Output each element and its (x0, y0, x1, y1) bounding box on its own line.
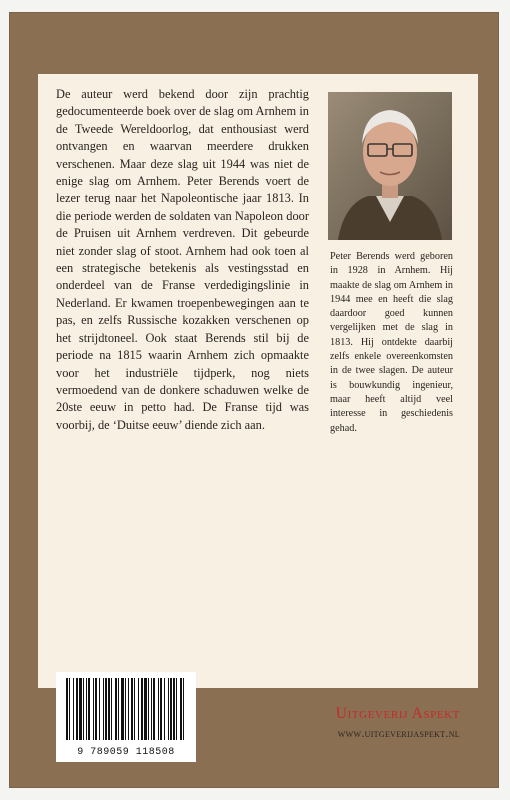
barcode-bar (128, 678, 129, 740)
isbn-number: 9 789059 118508 (77, 747, 175, 758)
barcode-bar (180, 678, 182, 740)
author-photo (328, 92, 452, 240)
barcode-bar (118, 678, 119, 740)
barcode-bar (170, 678, 172, 740)
publisher-name: Uitgeverij Aspekt (335, 705, 460, 722)
barcode-bar (105, 678, 107, 740)
barcode-bar (134, 678, 135, 740)
barcode-bar (66, 678, 68, 740)
author-bio: Peter Berends werd geboren in 1928 in Arnhem. Hij maakte de slag om Arnhem in 1944 mee en heeft die slag daardoor goed kunnen vergelijken met de slag in 1813. Hij ontdekte daarbij zelfs enkele overeenkomsten in de twee slagen. De auteur is bouwkundig ingenieur, maar heeft altijd veel interesse in geschiedenis gehad. (330, 251, 453, 434)
book-description: De auteur werd bekend door zijn prachtig gedocumenteerde boek over de slag om Arnhem in de Tweede Wereldoorlog, dat enthousiast werd ontvangen en waarvan meerdere drukken verschenen. Maar deze slag uit 1944 was niet de enige slag om Arnhem. Peter Berends voert de lezer terug naar het Napoleontische jaar 1813. In die periode werden de soldaten van Napoleon door de Pruisen uit Arnhem verdreven. Dit gebeurde niet zonder slag of stoot. Arnhem had ook toen al een strategische betekenis als vestingsstad en onderdeel van de Franse verdedigingslinie in Nederland. Er kwamen troepenbewegingen aan te pas, en zelfs Russische kozakken verschenen op het strijdtoneel. Ook staat Berends stil bij de periode na 1815 waarin Arnhem zich opmaakte voor het industriële tijdperk, nog niets vermoedend van de donkere schaduwen welke de 20ste eeuw in petto had. De Franse tijd was voorbij, de ‘Duitse eeuw’ diende zich aan. (56, 87, 309, 432)
barcode-bar (93, 678, 94, 740)
barcode-bar (138, 678, 139, 740)
barcode-bar (144, 678, 147, 740)
barcode-bar (69, 678, 70, 740)
barcode-bars (64, 678, 188, 744)
barcode-bar (88, 678, 90, 740)
isbn-barcode (56, 672, 196, 762)
barcode-bar (153, 678, 155, 740)
barcode-bar (111, 678, 112, 740)
barcode-bar (148, 678, 149, 740)
barcode-bar (151, 678, 152, 740)
barcode-bar (95, 678, 97, 740)
barcode-bar (131, 678, 133, 740)
barcode-bar (115, 678, 117, 740)
publisher-url: www.uitgeverijaspekt.nl (337, 726, 460, 740)
barcode-bar (141, 678, 143, 740)
barcode-bar (86, 678, 87, 740)
barcode-bar (103, 678, 104, 740)
barcode-bar (173, 678, 175, 740)
barcode-bar (99, 678, 100, 740)
barcode-bar (125, 678, 126, 740)
barcode-bar (158, 678, 159, 740)
barcode-bar (164, 678, 165, 740)
barcode-bar (108, 678, 110, 740)
barcode-bar (121, 678, 124, 740)
barcode-bar (160, 678, 162, 740)
barcode-bar (176, 678, 177, 740)
barcode-bar (73, 678, 74, 740)
barcode-bar (79, 678, 82, 740)
barcode-bar (183, 678, 184, 740)
barcode-bar (168, 678, 169, 740)
barcode-bar (76, 678, 78, 740)
barcode-bar (83, 678, 84, 740)
